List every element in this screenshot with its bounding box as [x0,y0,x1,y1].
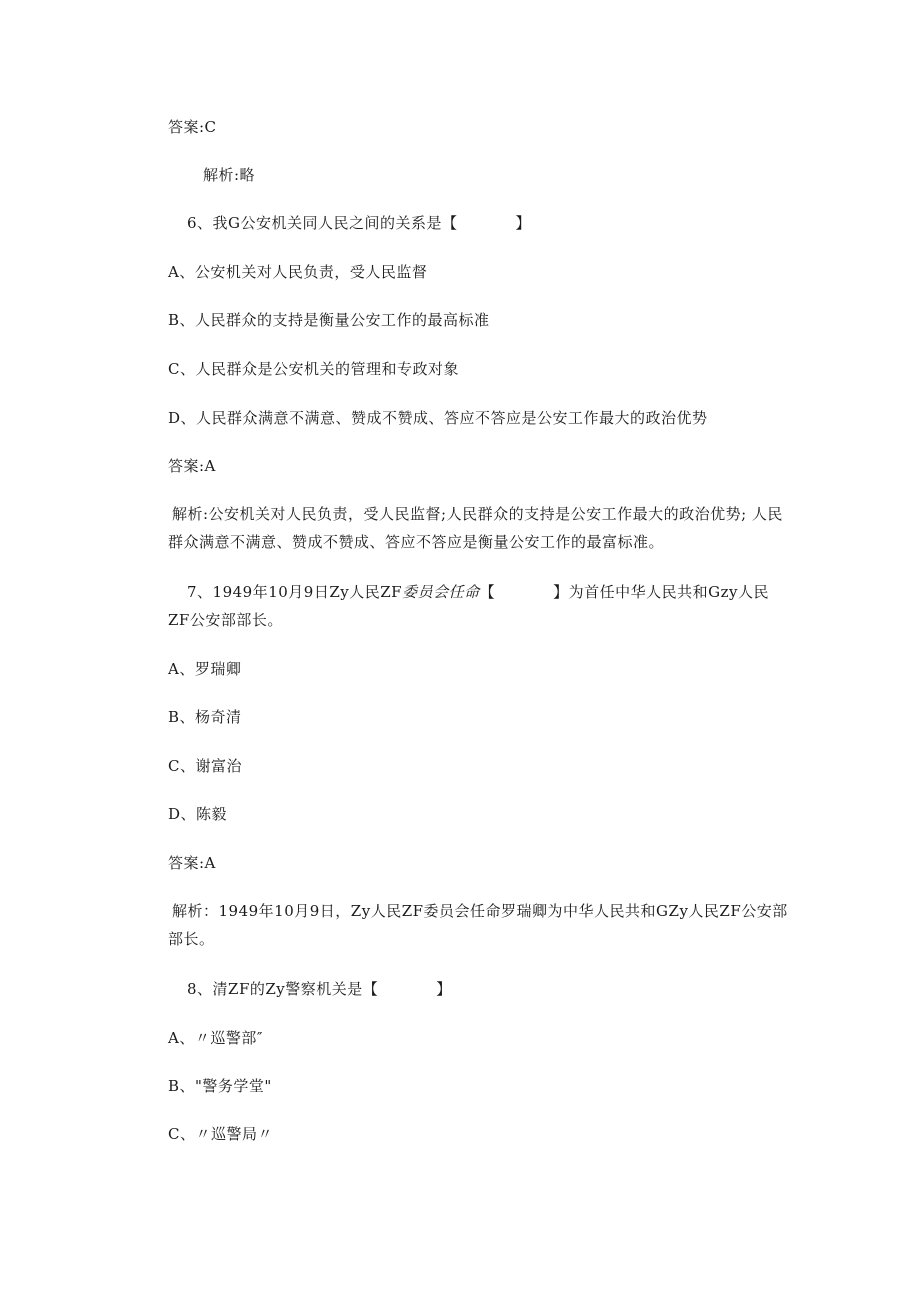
q6-question-text: 6、我G公安机关同人民之间的关系是【 [187,214,458,232]
q7-option-c: C、谢富治 [168,757,242,775]
q7-question-part2: 】为首任中华人民共和Gzy人民 [553,583,769,601]
q7-question-part1: 7、1949年10月9日Zy人民ZF [187,583,403,601]
q6-question [187,213,531,233]
q7-analysis: 解析：1949年10月9日，Zy人民ZF委员会任命罗瑞卿为中华人民共和GZy人民ZF公安部部长。 [168,902,788,948]
q7-question-line2: ZF公安部部长。 [168,611,283,629]
q6-option-b: B、人民群众的支持是衡量公安工作的最高标准 [168,311,490,329]
q8-option-a: A、〃巡警部″ [168,1029,263,1047]
q6-option-a: A、公安机关对人民负责，受人民监督 [168,263,428,281]
q7-option-b: B、杨奇清 [168,708,242,726]
q6-option-d: D、人民群众满意不满意、赞成不赞成、答应不答应是公安工作最大的政治优势 [168,409,708,427]
q7-question [187,582,769,602]
q6-option-c: C、人民群众是公安机关的管理和专政对象 [168,360,459,378]
q7-question-italic: 委员会任命 [402,583,480,601]
q7-bracket-open: 【 [479,583,496,601]
q7-option-a: A、罗瑞卿 [168,660,242,678]
q7-option-d: D、陈毅 [168,805,228,823]
q6-answer: 答案:A [168,457,216,475]
q8-question-text: 8、清ZF的Zy警察机关是【 [187,980,379,998]
q6-analysis: 解析:公安机关对人民负责，受人民监督;人民群众的支持是公安工作最大的政治优势; 人民群众满意不满意、赞成不赞成、答应不答应是衡量公安工作的最富标准。 [168,505,783,551]
q5-analysis: 解析:略 [203,166,256,184]
q5-answer: 答案:C [168,118,217,136]
q8-option-b: B、"警务学堂" [168,1077,272,1095]
q8-option-c: C、〃巡警局〃 [168,1125,273,1143]
q8-question [187,979,452,999]
q8-bracket-close: 】 [436,980,452,998]
q7-answer: 答案:A [168,854,216,872]
q6-bracket-close: 】 [515,214,532,232]
